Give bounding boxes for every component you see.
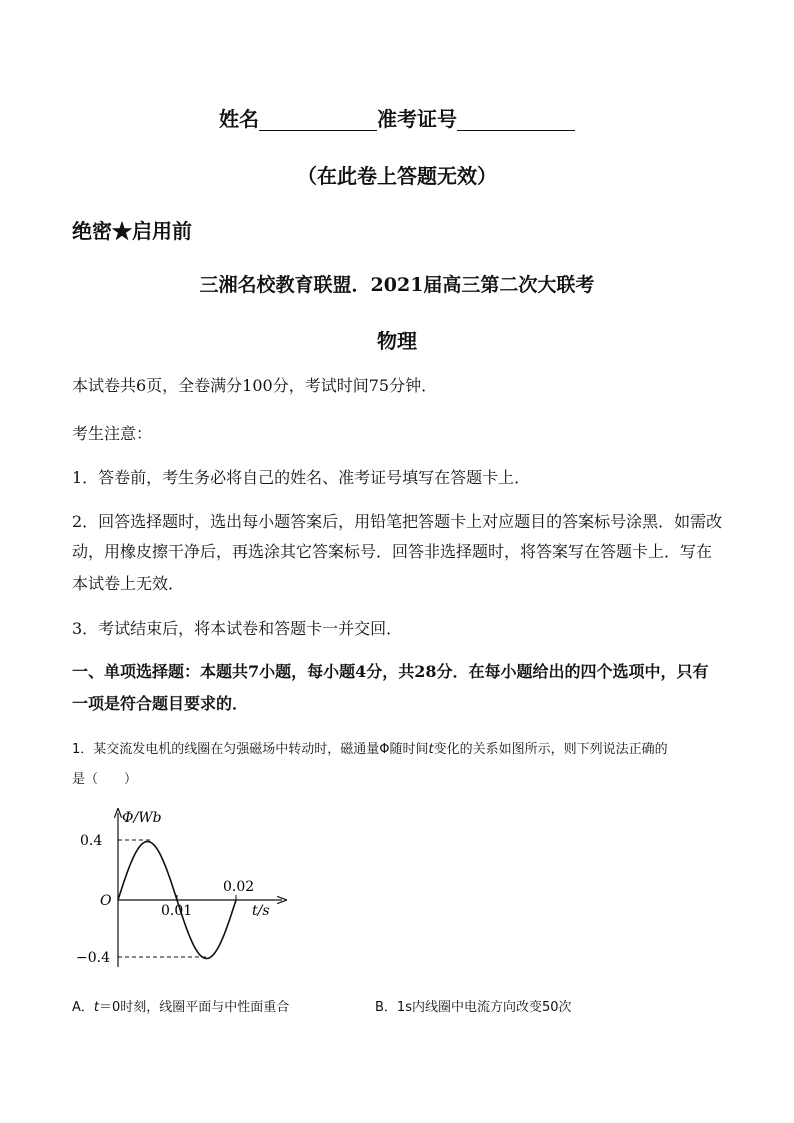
name-label: 姓名 bbox=[219, 107, 259, 131]
exam-id-label: 准考证号 bbox=[377, 107, 457, 131]
q1-stem-variable: t bbox=[428, 742, 434, 757]
q1-stem-part-a: 1．某交流发电机的线圈在匀强磁场中转动时，磁通量Φ随时间 bbox=[72, 742, 429, 757]
secret-mark: 绝密★启用前 bbox=[72, 219, 192, 243]
notice-2-line-2: 动，用橡皮擦干净后，再选涂其它答案标号．回答非选择题时，将答案写在答题卡上．写在 bbox=[72, 542, 713, 561]
x-tick-1-label: 0.01 bbox=[161, 903, 193, 919]
option-a bbox=[72, 996, 289, 1015]
exam-title: 三湘名校教育联盟．2021届高三第二次大联考 bbox=[199, 274, 595, 296]
option-a-variable: t bbox=[93, 1000, 100, 1015]
option-b: B．1s内线圈中电流方向改变50次 bbox=[375, 1000, 572, 1015]
y-max-label: 0.4 bbox=[80, 833, 103, 849]
section-1-line-2: 一项是符合题目要求的． bbox=[72, 694, 249, 713]
candidate-info-line bbox=[0, 107, 794, 131]
y-min-label: −0.4 bbox=[76, 950, 110, 966]
exam-id-blank bbox=[457, 110, 575, 131]
notice-2-line-3: 本试卷上无效． bbox=[72, 574, 185, 593]
name-blank bbox=[259, 110, 377, 131]
notice-2-line-1: 2．回答选择题时，选出每小题答案后，用铅笔把答题卡上对应题目的答案标号涂黑．如需改 bbox=[72, 512, 723, 531]
option-a-prefix: A． bbox=[72, 1000, 94, 1015]
q1-stem-part-b: 变化的关系如图所示，则下列说法正确的 bbox=[433, 742, 668, 757]
notice-title: 考生注意： bbox=[72, 424, 153, 443]
x-axis-label: t/s bbox=[252, 903, 270, 919]
subject-title: 物理 bbox=[377, 329, 417, 353]
section-1-line-1: 一、单项选择题：本题共7小题，每小题4分，共28分．在每小题给出的四个选项中，只有 bbox=[72, 662, 709, 681]
flux-time-graph bbox=[70, 805, 290, 975]
invalid-note: （在此卷上答题无效） bbox=[297, 164, 497, 188]
x-tick-2-label: 0.02 bbox=[223, 879, 255, 895]
intro-text: 本试卷共6页，全卷满分100分，考试时间75分钟． bbox=[72, 376, 438, 395]
notice-3: 3．考试结束后，将本试卷和答题卡一并交回． bbox=[72, 619, 403, 638]
question-1-stem-line-1 bbox=[72, 738, 732, 757]
origin-label: O bbox=[100, 893, 112, 909]
y-axis-label: Φ/Wb bbox=[122, 810, 162, 826]
option-a-text: ＝0时刻，线圈平面与中性面重合 bbox=[99, 1000, 290, 1015]
notice-1: 1．答卷前，考生务必将自己的姓名、准考证号填写在答题卡上． bbox=[72, 468, 531, 487]
question-1-stem-line-2: 是（ ） bbox=[72, 772, 138, 787]
